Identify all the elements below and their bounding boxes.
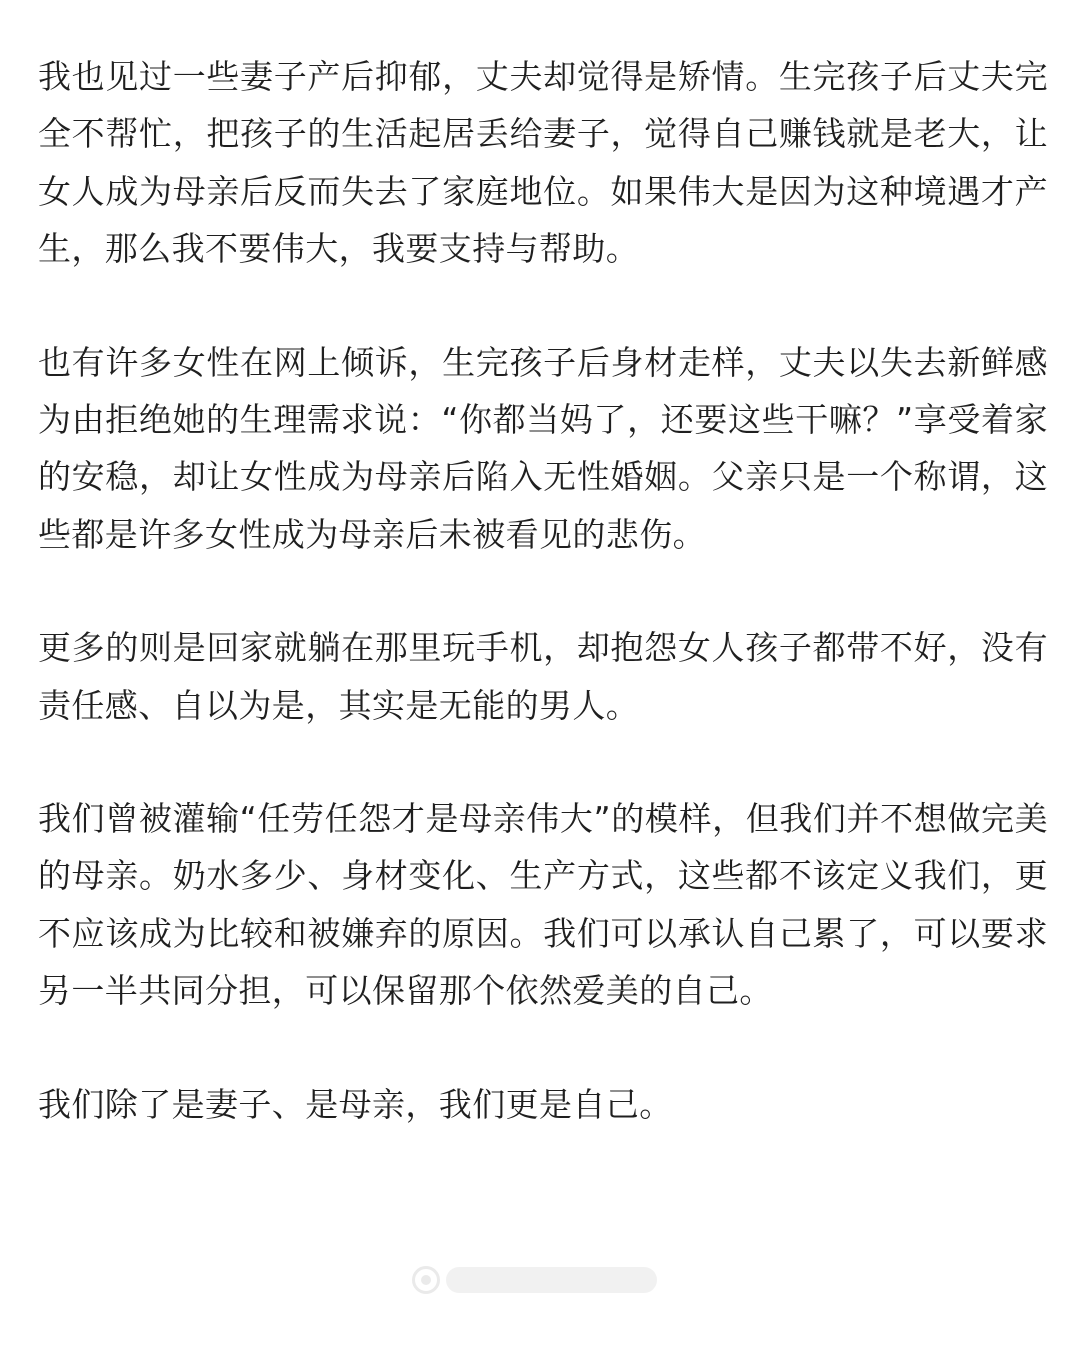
paragraph: 我也见过一些妻子产后抑郁，丈夫却觉得是矫情。生完孩子后丈夫完全不帮忙，把孩子的生活起居丢给妻子，觉得自己赚钱就是老大，让女人成为母亲后反而失去了家庭地位。如果伟大是因为这种境遇才产生，那么我不要伟大，我要支持与帮助。: [38, 57, 1048, 269]
article-body: [38, 48, 1048, 1133]
watermark: [412, 1262, 657, 1298]
paragraph: 更多的则是回家就躺在那里玩手机，却抱怨女人孩子都带不好，没有责任感、自以为是，其实是无能的男人。: [38, 628, 1048, 725]
weibo-logo-icon: [412, 1266, 440, 1294]
watermark-handle: [446, 1267, 657, 1293]
paragraph: 我们除了是妻子、是母亲，我们更是自己。: [38, 1084, 673, 1124]
paragraph: 我们曾被灌输“任劳任怨才是母亲伟大”的模样，但我们并不想做完美的母亲。奶水多少、身材变化、生产方式，这些都不该定义我们，更不应该成为比较和被嫌弃的原因。我们可以承认自己累了，可以要求另一半共同分担，可以保留那个依然爱美的自己。: [38, 799, 1048, 1011]
paragraph: 也有许多女性在网上倾诉，生完孩子后身材走样，丈夫以失去新鲜感为由拒绝她的生理需求说：“你都当妈了，还要这些干嘛？”享受着家的安稳，却让女性成为母亲后陷入无性婚姻。父亲只是一个称谓，这些都是许多女性成为母亲后未被看见的悲伤。: [38, 342, 1048, 554]
